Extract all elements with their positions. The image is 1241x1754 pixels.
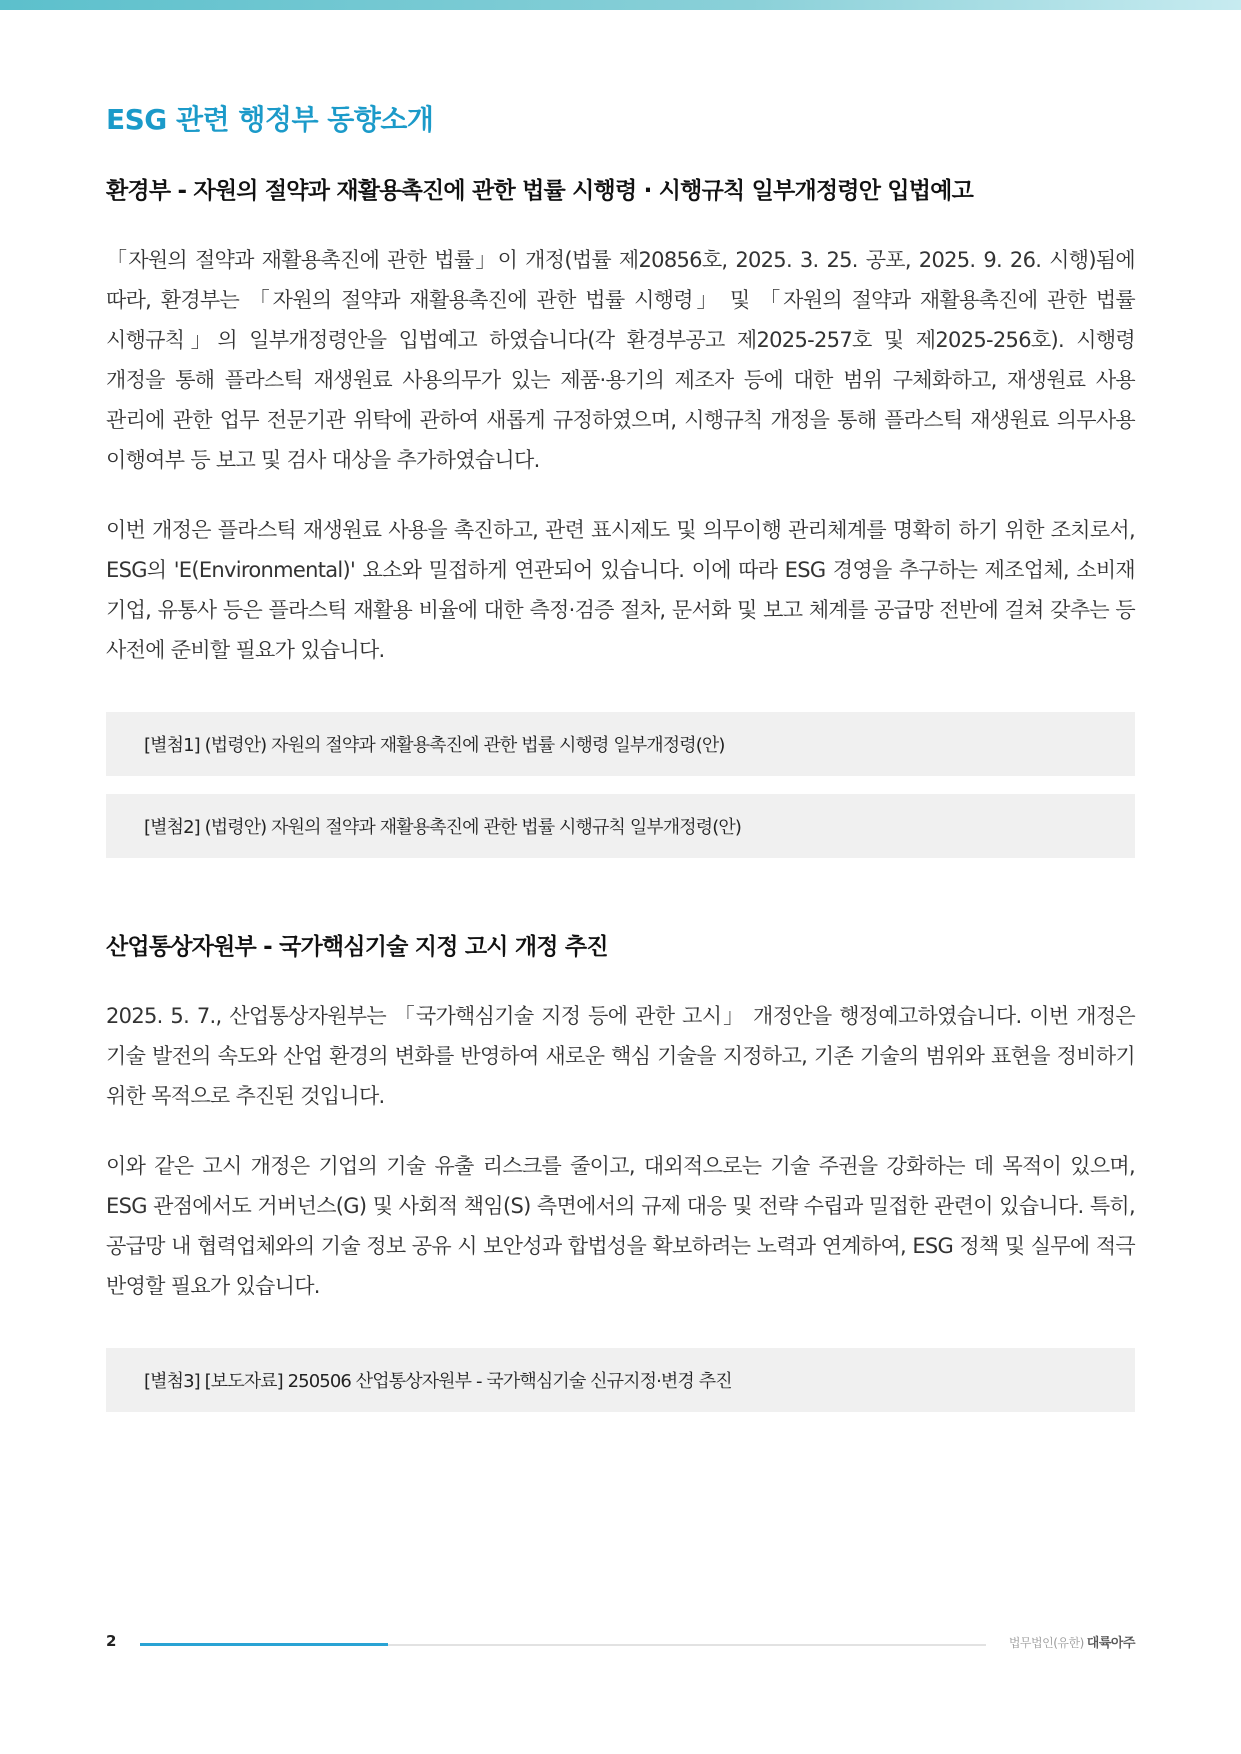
page-title: ESG 관련 행정부 동향소개 (106, 103, 434, 136)
attachment-link-2[interactable]: [별첨2] (법령안) 자원의 절약과 재활용촉진에 관한 법률 시행규칙 일부개정령(안) (106, 794, 1135, 858)
page-footer (106, 1629, 1135, 1659)
attachment-link-1[interactable]: [별첨1] (법령안) 자원의 절약과 재활용촉진에 관한 법률 시행령 일부개정령(안) (106, 712, 1135, 776)
paragraph: 이번 개정은 플라스틱 재생원료 사용을 촉진하고, 관련 표시제도 및 의무이행 관리체계를 명확히 하기 위한 조치로서, ESG의 'E(Environmental)' 요소와 밀접하게 연관되어 있습니다. 이에 따라 ESG 경영을 추구하는 제조업체, 소비재 기업, 유통사 등은 플라스틱 재활용 비율에 대한 측정·검증 절차, 문서화 및 보고 체계를 공급망 전반에 걸쳐 갖추는 등 사전에 준비할 필요가 있습니다. (106, 518, 1135, 662)
section-title-industry: 산업통상자원부 - 국가핵심기술 지정 고시 개정 추진 (106, 934, 608, 960)
paragraph: 「자원의 절약과 재활용촉진에 관한 법률」이 개정(법률 제20856호, 2025. 3. 25. 공포, 2025. 9. 26. 시행)됨에 따라, 환경부는 「자원의 절약과 재활용촉진에 관한 법률 시행령」 및 「자원의 절약과 재활용촉진에 관한 법률 시행규칙」의 일부개정령안을 입법예고 하였습니다(각 환경부공고 제2025-257호 및 제2025-256호). 시행령 개정을 통해 플라스틱 재생원료 사용의무가 있는 제품·용기의 제조자 등에 대한 범위 구체화하고, 재생원료 사용 관리에 관한 업무 전문기관 위탁에 관하여 새롭게 규정하였으며, 시행규칙 개정을 통해 플라스틱 재생원료 의무사용 이행여부 등 보고 및 검사 대상을 추가하였습니다. (106, 248, 1135, 472)
paragraph: 이와 같은 고시 개정은 기업의 기술 유출 리스크를 줄이고, 대외적으로는 기술 주권을 강화하는 데 목적이 있으며, ESG 관점에서도 거버넌스(G) 및 사회적 책임(S) 측면에서의 규제 대응 및 전략 수립과 밀접한 관련이 있습니다. 특히, 공급망 내 협력업체와의 기술 정보 공유 시 보안성과 합법성을 확보하려는 노력과 연계하여, ESG 정책 및 실무에 적극 반영할 필요가 있습니다. (106, 1154, 1135, 1298)
footer-divider-accent (140, 1643, 388, 1646)
firm-logo (1009, 1632, 1135, 1651)
page-number: 2 (106, 1632, 117, 1650)
firm-label: 법무법인(유한) (1008, 1636, 1084, 1650)
paragraph: 2025. 5. 7., 산업통상자원부는 「국가핵심기술 지정 등에 관한 고시」 개정안을 행정예고하였습니다. 이번 개정은 기술 발전의 속도와 산업 환경의 변화를 반영하여 새로운 핵심 기술을 지정하고, 기존 기술의 범위와 표현을 정비하기 위한 목적으로 추진된 것입니다. (106, 1004, 1135, 1108)
attachment-link-3[interactable]: [별첨3] [보도자료] 250506 산업통상자원부 - 국가핵심기술 신규지정·변경 추진 (106, 1348, 1135, 1412)
top-accent-bar (0, 0, 1241, 10)
firm-name: 대륙아주 (1086, 1636, 1135, 1651)
section-title-environment: 환경부 - 자원의 절약과 재활용촉진에 관한 법률 시행령 · 시행규칙 일부개정령안 입법예고 (106, 178, 974, 204)
main-content (106, 100, 1135, 1412)
